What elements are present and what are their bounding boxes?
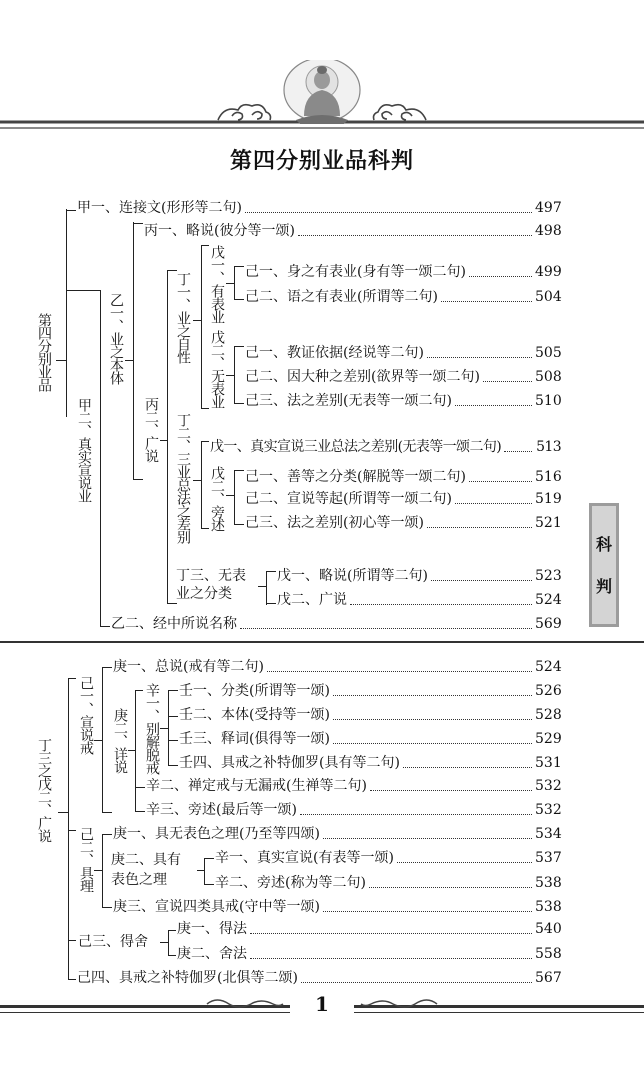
footer-ornament-left [205,996,285,1012]
toc-entry[interactable]: 辛二、禅定戒与无漏戒(生禅等二句) 532 [146,778,562,794]
toc-entry[interactable]: 庚二、舍法 558 [177,946,562,962]
toc-entry[interactable]: 庚三、宣说四类具戒(守中等一颂) 538 [113,899,562,915]
toc-entry[interactable]: 庚一、得法 540 [177,921,562,937]
label-root-section2: 丁三之戊二、广说 [36,738,52,842]
label-ji2-juli: 己二、具理 [78,827,94,892]
label-yi1: 乙一、业之本体 [108,293,124,384]
toc-entry[interactable]: 己一、身之有表业(身有等一颂二句) 499 [245,264,562,280]
footer-ornament-right [359,996,439,1012]
label-wu2: 戊二、无表业 [209,330,225,408]
toc-entry[interactable]: 己二、因大种之差别(欲界等一颂二句) 508 [245,369,562,385]
toc-entry[interactable]: 己四、具戒之补特伽罗(北俱等二颂) 567 [77,970,562,986]
scroll-ornament-icon [359,996,439,1012]
side-tab[interactable] [589,503,619,627]
label-geng2-xiangshuo: 庚二、详说 [112,708,128,773]
toc-entry[interactable]: 己一、善等之分类(解脱等一颂二句) 516 [245,469,562,485]
toc-entry[interactable]: 己一、教证依据(经说等二句) 505 [245,345,562,361]
toc-entry[interactable]: 己三、法之差别(初心等一颂) 521 [245,515,562,531]
label-geng2b-line1: 庚二、具有 [111,852,181,868]
side-tab-char-1: 科 [595,535,612,554]
label-ji1-shuojie: 己一、宣说戒 [78,676,94,754]
toc-entry[interactable]: 辛二、旁述(称为等二句) 538 [215,875,562,891]
label-ding2: 丁二、三业总法之差别 [175,413,191,543]
toc-entry[interactable]: 乙二、经中所说名称 569 [111,616,562,632]
toc-entry[interactable]: 戊二、广说 524 [277,592,562,608]
toc-entry[interactable]: 壬四、具戒之补特伽罗(具有等二句) 531 [179,755,562,771]
scroll-ornament-icon [205,996,285,1012]
toc-entry[interactable]: 己二、宣说等起(所谓等一颂二句) 519 [245,491,562,507]
toc-entry[interactable]: 戊一、真实宣说三业总法之差别(无表等一颂二句) 513 [210,439,561,455]
toc-entry[interactable]: 壬三、释词(俱得等一颂) 529 [179,731,562,747]
label-ji3: 己三、得舍 [78,934,148,950]
toc-entry[interactable]: 壬二、本体(受持等一颂) 528 [179,707,562,723]
label-ding3-line2: 业之分类 [176,586,232,602]
toc-entry[interactable]: 戊一、略说(所谓等二句) 523 [277,568,562,584]
toc-entry[interactable]: 己二、语之有表业(所谓等二句) 504 [245,289,562,305]
toc-entry[interactable]: 壬一、分类(所谓等一颂) 526 [179,683,562,699]
label-xin1-biejietuojie: 辛一、别解脱戒 [144,683,160,774]
page-number: 1 [315,992,329,1016]
buddha-emblem-icon [0,60,644,135]
page-title: 第四分别业品科判 [229,148,414,174]
toc-entry[interactable]: 辛三、旁述(最后等一颂) 532 [146,802,562,818]
toc-entry[interactable]: 辛一、真实宣说(有表等一颂) 537 [215,850,562,866]
label-ding1: 丁一、业之自性 [175,272,191,363]
toc-entry[interactable]: 庚一、总说(戒有等二句) 524 [113,659,562,675]
label-bing2: 丙二、广说 [143,397,159,462]
toc-entry[interactable]: 甲一、连接文(形形等二句) 497 [77,200,562,216]
label-wu2b: 戊二、旁述 [209,466,225,531]
header-ornament [0,60,644,135]
section-divider [0,641,644,643]
label-root-section1: 第四分别业品 [36,313,52,391]
label-ding3-line1: 丁三、无表 [176,568,246,584]
label-wu1: 戊一、有表业 [209,245,225,323]
label-jia2: 甲二、真实宣说业 [76,398,92,502]
toc-entry[interactable]: 庚一、具无表色之理(乃至等四颂) 534 [113,826,562,842]
toc-entry[interactable]: 丙一、略说(彼分等一颂) 498 [144,223,562,239]
toc-entry[interactable]: 己三、法之差别(无表等一颂二句) 510 [245,393,562,409]
label-geng2b-line2: 表色之理 [111,872,167,888]
side-tab-char-2: 判 [595,577,612,596]
